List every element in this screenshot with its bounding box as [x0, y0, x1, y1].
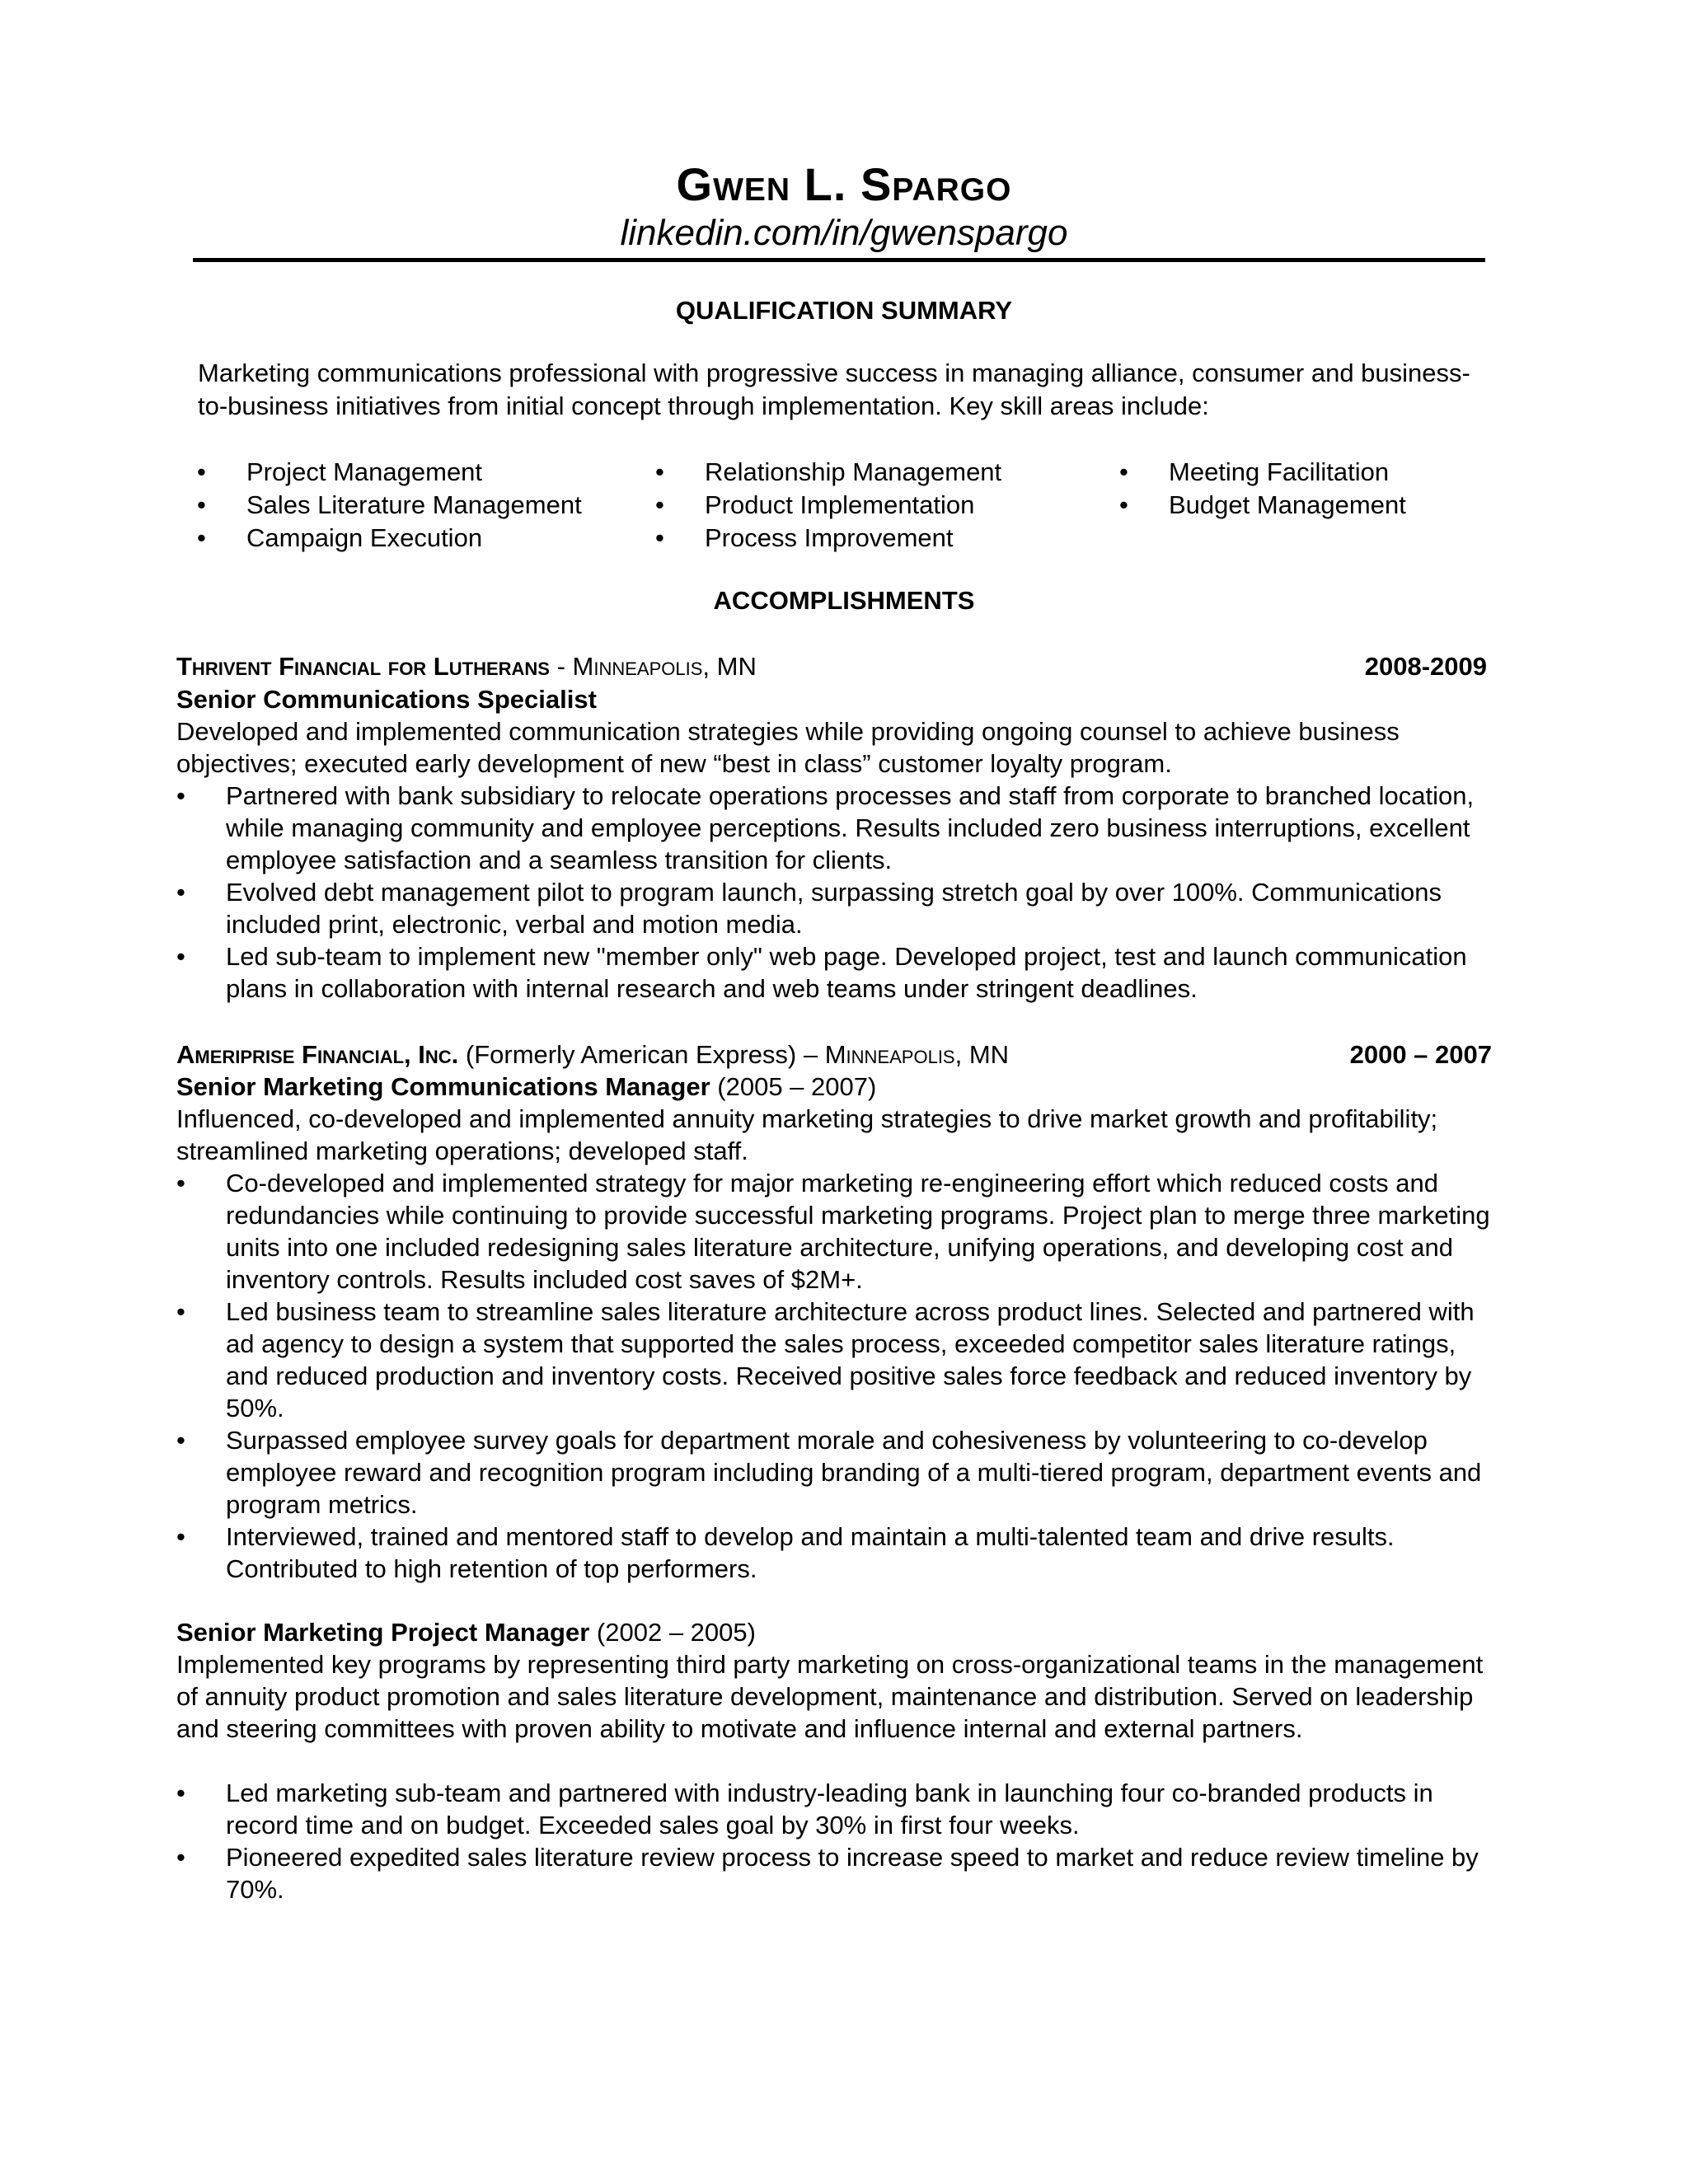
- company-separator: (Formerly American Express) –: [458, 1040, 825, 1069]
- company-separator: -: [549, 652, 573, 681]
- accomplishment-bullet: • Partnered with bank subsidiary to relocate operations processes and staff from corporate to branched location, while managing community and employee perceptions. Results included zero business interruptions, excellent employee satisfaction and a seamless transition for clients.: [176, 780, 1503, 876]
- linkedin-url: linkedin.com/in/gwenspargo: [620, 213, 1068, 253]
- skill-item: • Meeting Facilitation: [1119, 456, 1406, 489]
- company-location: Minneapolis, MN: [572, 652, 757, 681]
- employer-line: [176, 1038, 1492, 1071]
- company-location: Minneapolis, MN: [824, 1040, 1010, 1069]
- job-bullets: [176, 780, 1503, 1005]
- job-description: Influenced, co-developed and implemented annuity marketing strategies to drive market growth and profitability; streamlined marketing operations; developed staff.: [176, 1104, 1438, 1165]
- employment-dates: 2008-2009: [1364, 652, 1487, 681]
- job-title-line: [176, 1071, 876, 1104]
- skill-item: • Campaign Execution: [197, 522, 582, 555]
- skill-areas: [0, 456, 1688, 560]
- job-title: Senior Communications Specialist: [176, 685, 597, 714]
- job-description: Implemented key programs by representing third party marketing on cross-organizational teams in the management of annuity product promotion and sales literature development, maintenance and distribution. Served on leadership and steering committees with proven ability to motivate and influence internal and external partners.: [176, 1650, 1484, 1743]
- accomplishment-bullet: • Interviewed, trained and mentored staff to develop and maintain a multi-talented team and drive results. Contributed to high retention of top performers.: [176, 1521, 1503, 1585]
- company-name: Ameriprise Financial, Inc.: [176, 1040, 459, 1069]
- skill-item: • Project Management: [197, 456, 582, 489]
- job-title-dates: (2005 – 2007): [710, 1072, 877, 1101]
- skill-item: • Product Implementation: [655, 489, 1001, 522]
- job-title: Senior Marketing Project Manager: [176, 1618, 590, 1647]
- job-description: Developed and implemented communication strategies while providing ongoing counsel to achieve business objectives; executed early development of new “best in class” customer loyalty program.: [176, 717, 1400, 778]
- accomplishment-bullet: • Surpassed employee survey goals for department morale and cohesiveness by volunteering to co-develop employee reward and recognition program including branding of a multi-tiered program, department events and program metrics.: [176, 1424, 1503, 1521]
- accomplishment-bullet: • Led sub-team to implement new "member only" web page. Developed project, test and launch communication plans in collaboration with internal research and web teams under stringent deadlines.: [176, 940, 1503, 1005]
- candidate-name: Gwen L. Spargo: [676, 158, 1012, 210]
- accomplishment-bullet: • Co-developed and implemented strategy for major marketing re-engineering effort which reduced costs and redundancies while continuing to provide successful marketing programs. Project plan to merge three marketing units into one included redesigning sales literature architecture, unifying operations, and developing cost and inventory controls. Results included cost saves of $2M+.: [176, 1167, 1503, 1296]
- accomplishment-bullet: • Led business team to streamline sales literature architecture across product lines. Selected and partnered with ad agency to design a system that supported the sales process, exceeded competitor sales literature ratings, and reduced production and inventory costs. Received positive sales force feedback and reduced inventory by 50%.: [176, 1296, 1503, 1424]
- job-title-dates: (2002 – 2005): [589, 1618, 756, 1647]
- skill-item: • Process Improvement: [655, 522, 1001, 555]
- accomplishment-bullet: • Pioneered expedited sales literature review process to increase speed to market and reduce review timeline by 70%.: [176, 1841, 1503, 1905]
- job-title-line: [176, 1616, 756, 1649]
- job-bullets: [176, 1167, 1503, 1585]
- job-title: Senior Marketing Communications Manager: [176, 1072, 710, 1101]
- skill-item: • Relationship Management: [655, 456, 1001, 489]
- header-divider: [193, 258, 1485, 262]
- job-bullets: [176, 1777, 1503, 1905]
- skills-column-3: [1119, 456, 1406, 522]
- skills-column-2: [655, 456, 1001, 555]
- accomplishment-bullet: • Evolved debt management pilot to program launch, surpassing stretch goal by over 100%. Communications included print, electronic, verbal and motion media.: [176, 876, 1503, 940]
- accomplishment-bullet: • Led marketing sub-team and partnered with industry-leading bank in launching four co-branded products in record time and on budget. Exceeded sales goal by 30% in first four weeks.: [176, 1777, 1503, 1841]
- skills-column-1: [197, 456, 582, 555]
- job-title-line: [176, 683, 597, 716]
- accomplishments-heading: ACCOMPLISHMENTS: [713, 586, 975, 615]
- company-name: Thrivent Financial for Lutherans: [176, 652, 550, 681]
- employer-line: [176, 650, 1487, 683]
- skill-item: • Budget Management: [1119, 489, 1406, 522]
- qualification-summary-text: Marketing communications professional with progressive success in managing alliance, consumer and business-to-business initiatives from initial concept through implementation. Key skill areas include:: [198, 359, 1470, 420]
- skill-item: • Sales Literature Management: [197, 489, 582, 522]
- employment-dates: 2000 – 2007: [1349, 1040, 1492, 1069]
- qualification-summary-heading: QUALIFICATION SUMMARY: [675, 296, 1013, 325]
